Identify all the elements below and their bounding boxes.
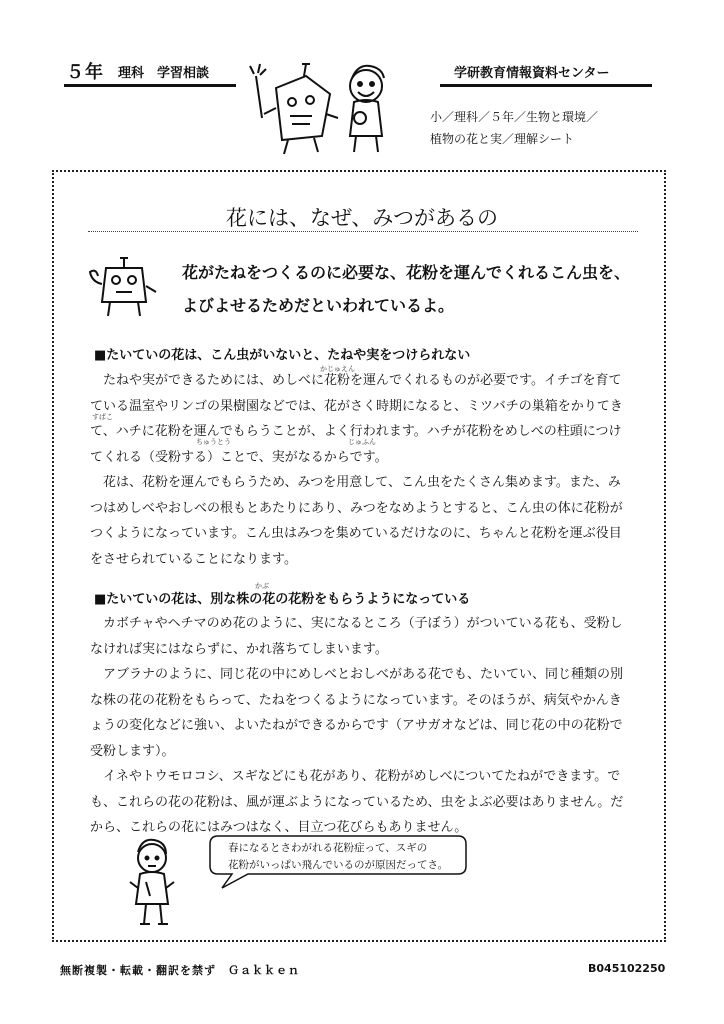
section-1-paragraph-1: たねや実ができるためには、めしべに花粉を運んでくれるものが必要です。イチゴを育てている温室やリンゴの果樹園などでは、花がさく時期になると、ミツバチの巣箱をかりてきて、ハチに花粉を運んでもらうことが、よく行われます。ハチが花粉をめしべの柱頭につけてくれる（受粉する）ことで、実がなるからです。 [90, 373, 623, 465]
bubble-line-1: 春になるとさわがれる花粉症って、スギの [228, 842, 428, 854]
section-2-paragraph-2: アブラナのように、同じ花の中にめしべとおしべがある花でも、たいてい、同じ種類の別な株の花の花粉をもらって、たねをつくるようになっています。そのほうが、病気やかんきょうの変化などに強い、よいたねができるからです（アサガオなどは、同じ花の中の花粉で受粉します）。 [90, 667, 624, 759]
section-2-heading: ■たいていの花は、別な株の花の花粉をもらうようになっている [94, 592, 471, 607]
section-2-body [90, 611, 630, 841]
section-2-paragraph-3: イネやトウモロコシ、スギなどにも花があり、花粉がめしべについてたねができます。でも、これらの花の花粉は、風が運ぶようになっているため、虫をよぶ必要はありません。だから、これらの花にはみつはなく、目立つ花びらもありません。 [90, 769, 624, 835]
title-underline [88, 231, 638, 232]
document-code: B045102250 [588, 962, 666, 975]
speech-bubble-text [228, 840, 458, 874]
category-line-2: 植物の花と実／理解シート [430, 132, 575, 146]
ruby-jufun: じゅふん [348, 438, 376, 446]
girl-illustration [118, 838, 188, 930]
lead-answer: 花がたねをつくるのに必要な、花粉を運んでくれるこん虫を、よびよせるためだといわれているよ。 [182, 263, 631, 315]
section-2-paragraph-1: カボチャやヘチマのめ花のように、実になるところ（子ぼう）がついている花も、受粉しなければ実にはならずに、かれ落ちてしまいます。 [90, 616, 623, 657]
ruby-subako: すばこ [92, 413, 113, 421]
grade-label: ５年 [66, 62, 104, 83]
ruby-kabu: かぶ [255, 582, 269, 590]
copyright-notice: 無断複製・転載・翻訳を禁ず Ｇａｋｋｅｎ [60, 964, 300, 977]
section-1-body [90, 368, 630, 572]
ruby-chuutou: ちゅうとう [196, 438, 231, 446]
header-rule-right [440, 84, 652, 87]
robot-icon [86, 252, 162, 322]
mascot-illustration [248, 58, 398, 158]
section-1-paragraph-2: 花は、花粉を運んでもらうため、みつを用意して、こん虫をたくさん集めます。また、みつはめしべやおしべの根もとあたりにあり、みつをなめようとすると、こん虫の体に花粉がつくようになっています。こん虫はみつを集めているだけなのに、ちゃんと花粉を運ぶ役目をさせられていることになります。 [90, 475, 623, 567]
section-1-heading: ■たいていの花は、こん虫がいないと、たねや実をつけられない [94, 348, 471, 363]
page-title: 花には、なぜ、みつがあるの [226, 206, 498, 230]
publisher-label: 学研教育情報資料センター [454, 66, 610, 81]
ruby-kajuen: かじゅえん [320, 365, 355, 373]
subject-label: 理科 学習相談 [118, 66, 210, 81]
header-rule-left [64, 84, 236, 87]
bubble-line-2: 花粉がいっぱい飛んでいるのが原因だってさ。 [228, 859, 449, 871]
category-line-1: 小／理科／５年／生物と環境／ [430, 110, 599, 124]
